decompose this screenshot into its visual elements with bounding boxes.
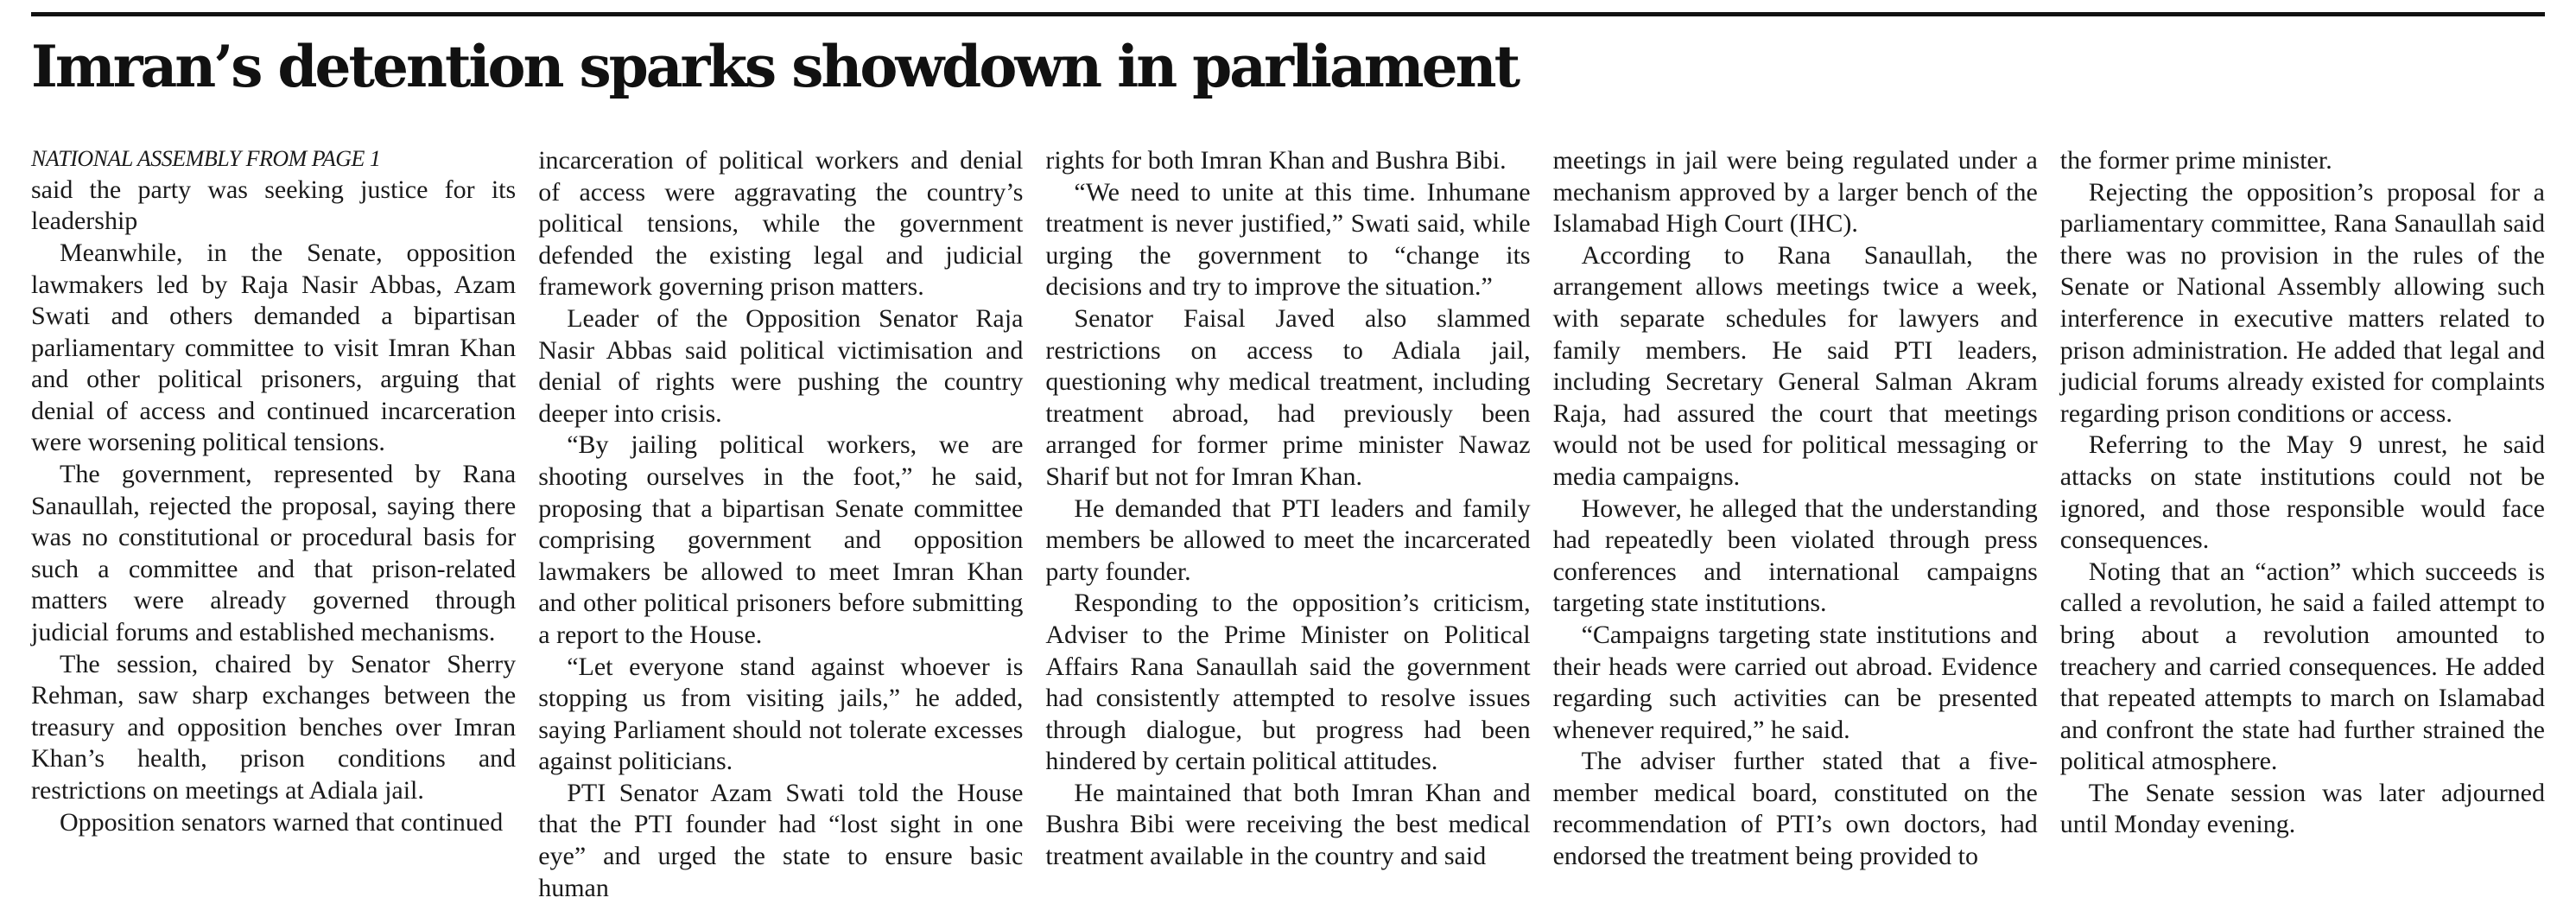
paragraph: Opposition senators warned that continued bbox=[60, 807, 504, 837]
paragraph: The session, chaired by Senator Sherry Rehman, saw sharp exchanges between the treasury and opposition benches over Imran Khan’s health, prison conditions and restrictions on meetings at Adiala jail. bbox=[31, 649, 517, 805]
paragraph: Leader of the Opposition Senator Raja Nasir Abbas said political victimisation and denial of rights were pushing the country deeper into crisis. bbox=[538, 303, 1024, 428]
paragraph: PTI Senator Azam Swati told the House that the PTI founder had “lost sight in one eye” and urged the state to ensure basic human bbox=[538, 778, 1024, 902]
paragraph: Referring to the May 9 unrest, he said attacks on state institutions could not be ignored, and those responsible would face consequences. bbox=[2059, 430, 2545, 555]
top-rule bbox=[31, 12, 2545, 16]
paragraph: The government, represented by Rana Sanaullah, rejected the proposal, saying there was no constitutional or procedural basis for such a committee and that prison-related matters were already governed through judicial forums and established mechanisms. bbox=[31, 460, 517, 647]
paragraph: said the party was seeking justice for its leadership bbox=[31, 175, 517, 236]
column-1 bbox=[31, 145, 516, 904]
paragraph: Noting that an “action” which succeeds is called a revolution, he said a failed attempt to bring about a revolution amounted to treachery and carried consequences. He added that repeated attempts to march on Islamabad and confront the state had further strained the political atmosphere. bbox=[2059, 557, 2545, 776]
continuation-kicker: NATIONAL ASSEMBLY FROM PAGE 1 bbox=[31, 146, 381, 171]
paragraph: He maintained that both Imran Khan and Bushra Bibi were receiving the best medical treatment available in the country and said bbox=[1045, 778, 1531, 871]
paragraph: the former prime minister. bbox=[2059, 146, 2332, 175]
article-body bbox=[31, 145, 2545, 902]
column-2 bbox=[538, 145, 1023, 904]
paragraph: “Let everyone stand against whoever is stopping us from visiting jails,” he added, saying Parliament should not tolerate excesses against politicians. bbox=[538, 652, 1024, 776]
paragraph: “We need to unite at this time. Inhumane treatment is never justified,” Swati said, while urging the government to “change its decisions and try to improve the situation.” bbox=[1045, 177, 1531, 302]
paragraph: meetings in jail were being regulated under a mechanism approved by a larger bench of the Islamabad High Court (IHC). bbox=[1552, 146, 2038, 239]
column-5 bbox=[2060, 145, 2545, 904]
paragraph: Senator Faisal Javed also slammed restrictions on access to Adiala jail, questioning why medical treatment, including treatment abroad, had previously been arranged for former prime minister Nawaz Sharif but not for Imran Khan. bbox=[1045, 303, 1531, 491]
article-headline: Imran’s detention sparks showdown in parliament bbox=[31, 33, 1519, 100]
paragraph: Rejecting the opposition’s proposal for a parliamentary committee, Rana Sanaullah said there was no provision in the rules of the Senate or National Assembly allowing such interference in executive matters related to prison administration. He added that legal and judicial forums already existed for complaints regarding prison conditions or access. bbox=[2059, 177, 2545, 428]
paragraph: Responding to the opposition’s criticism, Adviser to the Prime Minister on Political Affairs Rana Sanaullah said the government had consistently attempted to resolve issues through dialogue, but progress had been hindered by certain political attitudes. bbox=[1045, 589, 1531, 776]
paragraph: “By jailing political workers, we are shooting ourselves in the foot,” he said, proposing that a bipartisan Senate committee comprising government and opposition lawmakers be allowed to meet Imran Khan and other political prisoners before submitting a report to the House. bbox=[538, 430, 1024, 649]
paragraph: However, he alleged that the understanding had repeatedly been violated through press conferences and international campaigns targeting state institutions. bbox=[1552, 493, 2038, 618]
paragraph: The adviser further stated that a five-member medical board, constituted on the recommendation of PTI’s own doctors, had endorsed the treatment being provided to bbox=[1552, 747, 2038, 871]
column-3 bbox=[1045, 145, 1530, 904]
paragraph: Meanwhile, in the Senate, opposition lawmakers led by Raja Nasir Abbas, Azam Swati and others demanded a bipartisan parliamentary committee to visit Imran Khan and other political prisoners, arguing that denial of access and continued incarceration were worsening political tensions. bbox=[31, 238, 517, 457]
paragraph: According to Rana Sanaullah, the arrangement allows meetings twice a week, with separate schedules for lawyers and family members. He said PTI leaders, including Secretary General Salman Akram Raja, had assured the court that meetings would not be used for political messaging or media campaigns. bbox=[1552, 240, 2038, 491]
paragraph: incarceration of political workers and denial of access were aggravating the country’s political tensions, while the government defended the existing legal and judicial framework governing prison matters. bbox=[538, 146, 1024, 302]
paragraph: “Campaigns targeting state institutions and their heads were carried out abroad. Evidence regarding such activities can be presented whenever required,” he said. bbox=[1552, 620, 2038, 744]
paragraph: He demanded that PTI leaders and family members be allowed to meet the incarcerated party founder. bbox=[1045, 493, 1531, 586]
paragraph: rights for both Imran Khan and Bushra Bibi. bbox=[1045, 146, 1507, 175]
paragraph: The Senate session was later adjourned until Monday evening. bbox=[2059, 778, 2545, 839]
column-4 bbox=[1553, 145, 2038, 904]
